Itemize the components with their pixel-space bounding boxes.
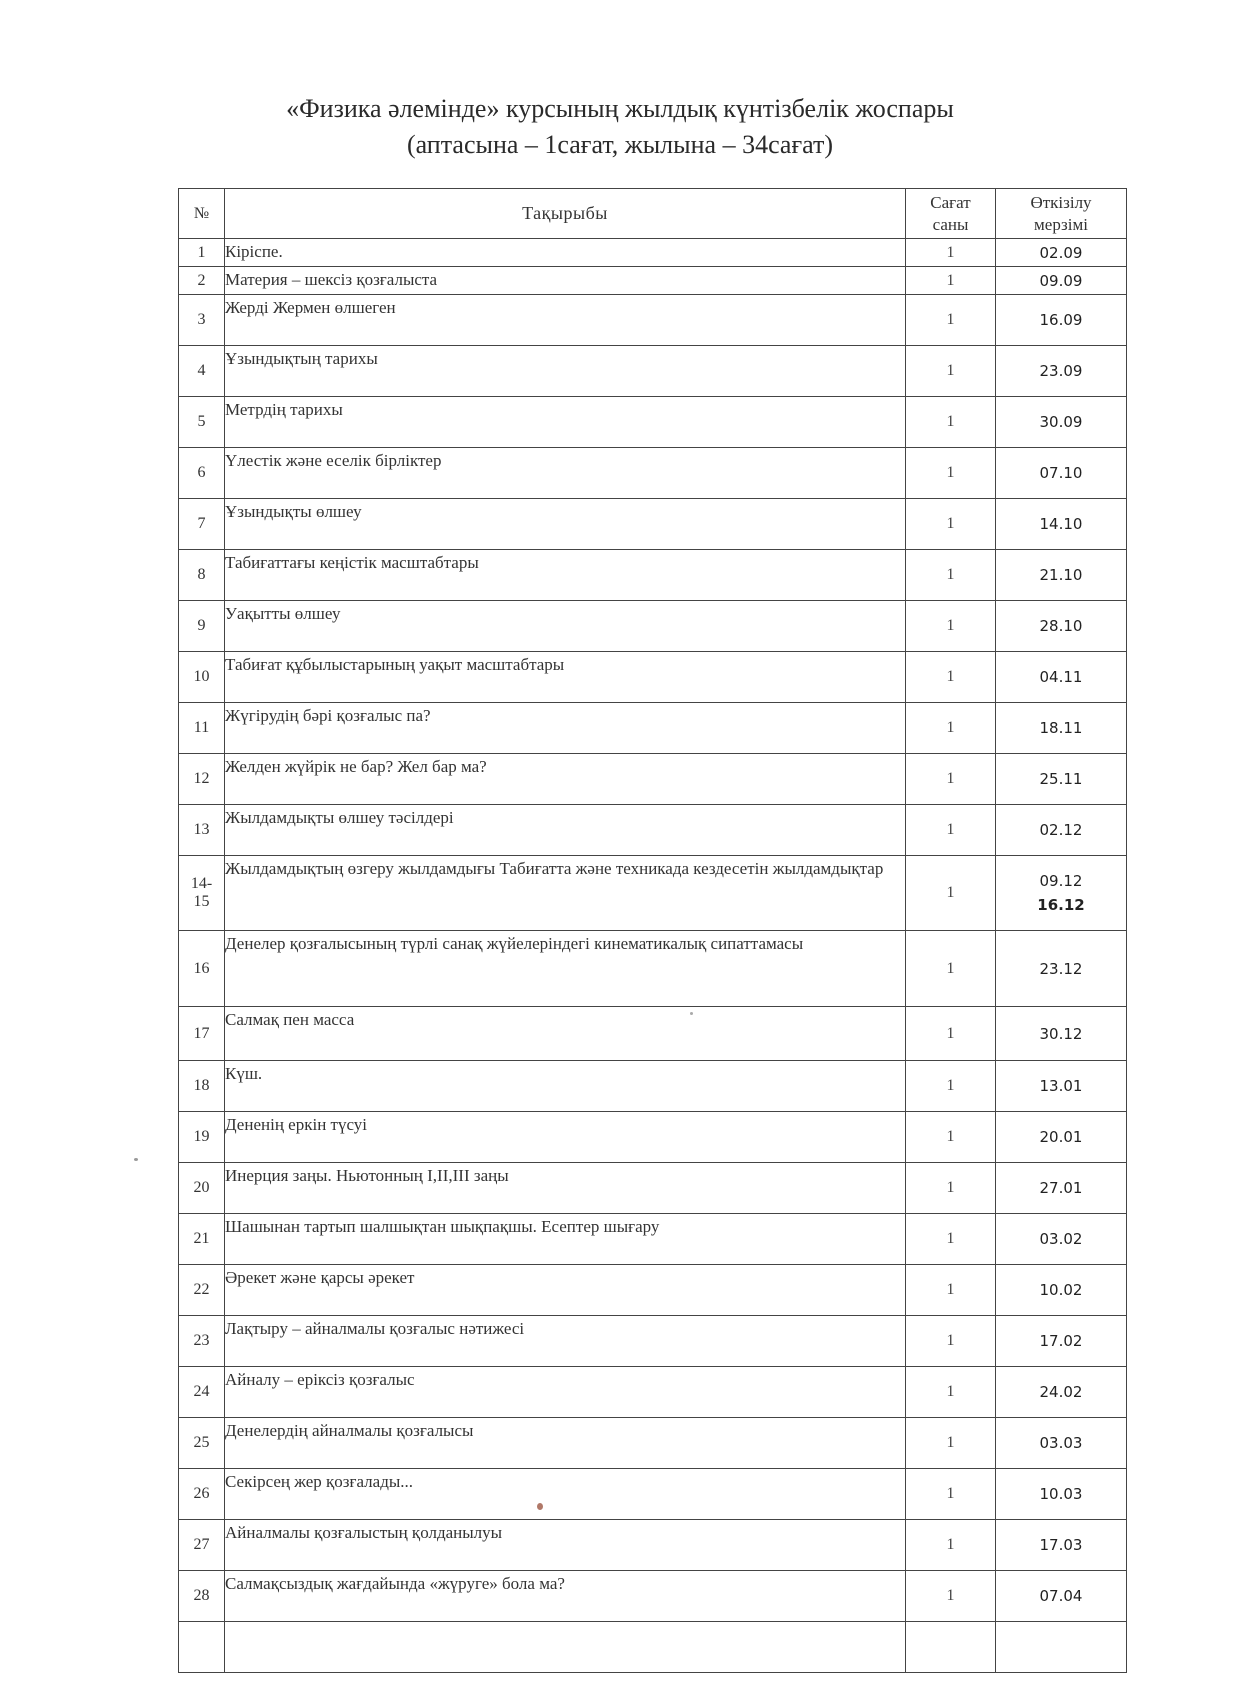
row-number: [179, 1622, 225, 1673]
row-topic: Жылдамдықты өлшеу тәсілдері: [225, 805, 906, 856]
table-row: [179, 703, 1127, 754]
row-date: 13.01: [996, 1061, 1127, 1112]
row-number: [179, 856, 225, 931]
row-hours: 1: [906, 754, 996, 805]
row-number-line2: 15: [193, 893, 210, 910]
row-topic: Табиғаттағы кеңістік масштабтары: [225, 550, 906, 601]
row-hours: 1: [906, 239, 996, 267]
row-hours: 1: [906, 397, 996, 448]
row-date: 20.01: [996, 1112, 1127, 1163]
row-topic: Денелер қозғалысының түрлі санақ жүйелеріндегі кинематикалық сипаттамасы: [225, 931, 906, 1007]
row-number: 17: [179, 1007, 225, 1061]
column-header-hours: [906, 189, 996, 239]
row-hours: 1: [906, 346, 996, 397]
row-hours: 1: [906, 295, 996, 346]
row-number: 23: [179, 1316, 225, 1367]
row-topic: Әрекет және қарсы әрекет: [225, 1265, 906, 1316]
table-header-row: [179, 189, 1127, 239]
table-row: [179, 754, 1127, 805]
row-number: 12: [179, 754, 225, 805]
table-row: [179, 1163, 1127, 1214]
table-row: [179, 805, 1127, 856]
table-row: [179, 397, 1127, 448]
column-header-date-line1: Өткізілу: [1030, 192, 1092, 212]
row-topic: Инерция заңы. Ньютонның I,II,III заңы: [225, 1163, 906, 1214]
row-topic: Жүгірудің бәрі қозғалыс па?: [225, 703, 906, 754]
row-number: 26: [179, 1469, 225, 1520]
column-header-topic: Тақырыбы: [225, 189, 906, 239]
row-topic: Айналу – еріксіз қозғалыс: [225, 1367, 906, 1418]
column-header-hours-line2: саны: [932, 214, 969, 234]
row-number: 16: [179, 931, 225, 1007]
row-number: 7: [179, 499, 225, 550]
row-number: 5: [179, 397, 225, 448]
row-number: 18: [179, 1061, 225, 1112]
table-row: [179, 1367, 1127, 1418]
row-topic: [225, 1622, 906, 1673]
row-topic: Метрдің тарихы: [225, 397, 906, 448]
row-hours: 1: [906, 1418, 996, 1469]
table-row: [179, 601, 1127, 652]
table-row: [179, 1520, 1127, 1571]
row-hours: 1: [906, 703, 996, 754]
row-topic: Айналмалы қозғалыстың қолданылуы: [225, 1520, 906, 1571]
row-date: [996, 1622, 1127, 1673]
table-row: [179, 1316, 1127, 1367]
row-number: 8: [179, 550, 225, 601]
row-date: 18.11: [996, 703, 1127, 754]
column-header-date-line2: мерзімі: [1034, 214, 1088, 234]
row-date: 02.09: [996, 239, 1127, 267]
document-subtitle: (аптасына – 1сағат, жылына – 34сағат): [406, 130, 834, 159]
row-date: 14.10: [996, 499, 1127, 550]
row-number: 13: [179, 805, 225, 856]
column-header-number: №: [179, 189, 225, 239]
row-hours: 1: [906, 1520, 996, 1571]
table-row: [179, 550, 1127, 601]
row-number: 6: [179, 448, 225, 499]
row-number: 1: [179, 239, 225, 267]
row-date: 07.10: [996, 448, 1127, 499]
row-hours: [906, 1622, 996, 1673]
row-date: 23.09: [996, 346, 1127, 397]
row-date: 27.01: [996, 1163, 1127, 1214]
row-topic: Күш.: [225, 1061, 906, 1112]
table-row: [179, 1622, 1127, 1673]
row-date: 02.12: [996, 805, 1127, 856]
table-row: [179, 652, 1127, 703]
row-number: 28: [179, 1571, 225, 1622]
row-hours: 1: [906, 1214, 996, 1265]
row-hours: 1: [906, 805, 996, 856]
row-number: 19: [179, 1112, 225, 1163]
table-row: [179, 1007, 1127, 1061]
table-row: [179, 1418, 1127, 1469]
row-date: 24.02: [996, 1367, 1127, 1418]
row-date: 30.12: [996, 1007, 1127, 1061]
row-topic: Дененің еркін түсуі: [225, 1112, 906, 1163]
row-date: 16.09: [996, 295, 1127, 346]
row-hours: 1: [906, 1265, 996, 1316]
row-number: 21: [179, 1214, 225, 1265]
row-hours: 1: [906, 931, 996, 1007]
table-row: [179, 499, 1127, 550]
row-number: 3: [179, 295, 225, 346]
row-date: 17.02: [996, 1316, 1127, 1367]
row-number: 11: [179, 703, 225, 754]
row-date: 10.02: [996, 1265, 1127, 1316]
row-number: 27: [179, 1520, 225, 1571]
table-row: [179, 239, 1127, 267]
row-topic: Табиғат құбылыстарының уақыт масштабтары: [225, 652, 906, 703]
table-row: [179, 1061, 1127, 1112]
scan-speck: [134, 1158, 138, 1161]
row-date: [996, 856, 1127, 931]
row-date-line2: 16.12: [1037, 896, 1085, 914]
row-date: 28.10: [996, 601, 1127, 652]
row-topic: Ұзындықты өлшеу: [225, 499, 906, 550]
row-number: 25: [179, 1418, 225, 1469]
row-topic: Секірсең жер қозғалады...: [225, 1469, 906, 1520]
row-date: 25.11: [996, 754, 1127, 805]
table-row: [179, 295, 1127, 346]
row-topic: Уақытты өлшеу: [225, 601, 906, 652]
row-hours: 1: [906, 550, 996, 601]
row-topic: Материя – шексіз қозғалыста: [225, 267, 906, 295]
row-hours: 1: [906, 1163, 996, 1214]
row-date: 03.03: [996, 1418, 1127, 1469]
row-date: 21.10: [996, 550, 1127, 601]
table-row: [179, 1469, 1127, 1520]
row-hours: 1: [906, 448, 996, 499]
row-date: 17.03: [996, 1520, 1127, 1571]
row-topic: Кіріспе.: [225, 239, 906, 267]
row-date: 07.04: [996, 1571, 1127, 1622]
scan-speck: [690, 1012, 693, 1015]
row-topic: Жерді Жермен өлшеген: [225, 295, 906, 346]
scan-speck: [537, 1503, 543, 1510]
row-number: 20: [179, 1163, 225, 1214]
row-topic: Лақтыру – айналмалы қозғалыс нәтижесі: [225, 1316, 906, 1367]
row-topic: Салмақсыздық жағдайында «жүруге» бола ма?: [225, 1571, 906, 1622]
schedule-table: [178, 188, 1127, 1673]
row-number: 9: [179, 601, 225, 652]
column-header-date: [996, 189, 1127, 239]
row-number: 10: [179, 652, 225, 703]
column-header-hours-line1: Сағат: [930, 192, 971, 212]
table-row: [179, 346, 1127, 397]
row-hours: 1: [906, 652, 996, 703]
table-row: [179, 1571, 1127, 1622]
row-date: 23.12: [996, 931, 1127, 1007]
row-date: 04.11: [996, 652, 1127, 703]
row-hours: 1: [906, 267, 996, 295]
row-topic: Салмақ пен масса: [225, 1007, 906, 1061]
table-row: [179, 1214, 1127, 1265]
document-title: «Физика әлемінде» курсының жылдық күнтізбелік жоспары: [286, 94, 954, 123]
table-row: [179, 1112, 1127, 1163]
row-hours: 1: [906, 856, 996, 931]
row-number: 24: [179, 1367, 225, 1418]
row-topic: Желден жүйрік не бар? Жел бар ма?: [225, 754, 906, 805]
row-number: 22: [179, 1265, 225, 1316]
table-row: [179, 856, 1127, 931]
table-row: [179, 931, 1127, 1007]
row-number: 2: [179, 267, 225, 295]
row-hours: 1: [906, 1316, 996, 1367]
row-topic: Денелердің айналмалы қозғалысы: [225, 1418, 906, 1469]
table-row: [179, 1265, 1127, 1316]
row-hours: 1: [906, 1367, 996, 1418]
row-number: 4: [179, 346, 225, 397]
row-date: 03.02: [996, 1214, 1127, 1265]
row-date: 10.03: [996, 1469, 1127, 1520]
row-topic: Үлестік және еселік бірліктер: [225, 448, 906, 499]
row-date: 09.09: [996, 267, 1127, 295]
row-topic: Жылдамдықтың өзгеру жылдамдығы Табиғатта және техникада кездесетін жылдамдықтар: [225, 856, 906, 931]
row-hours: 1: [906, 601, 996, 652]
table-row: [179, 267, 1127, 295]
row-hours: 1: [906, 1571, 996, 1622]
row-hours: 1: [906, 1469, 996, 1520]
table-row: [179, 448, 1127, 499]
row-topic: Шашынан тартып шалшықтан шықпақшы. Есептер шығару: [225, 1214, 906, 1265]
row-hours: 1: [906, 1061, 996, 1112]
row-number-line1: 14-: [190, 875, 213, 892]
row-hours: 1: [906, 1007, 996, 1061]
row-hours: 1: [906, 499, 996, 550]
row-date-line1: 09.12: [1039, 872, 1083, 890]
row-topic: Ұзындықтың тарихы: [225, 346, 906, 397]
row-hours: 1: [906, 1112, 996, 1163]
row-date: 30.09: [996, 397, 1127, 448]
